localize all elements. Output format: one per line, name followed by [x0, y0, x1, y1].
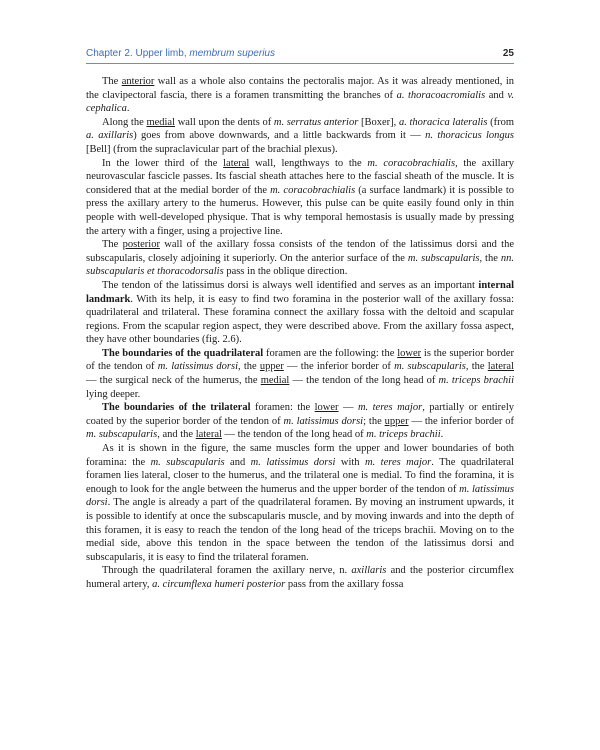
- latin-term: m. subscapularis: [394, 361, 466, 373]
- text-run: , and the: [157, 429, 196, 441]
- latin-term: a. circumflexa humeri posterior: [152, 578, 286, 590]
- text-run: — the tendon of the long head of: [221, 429, 367, 441]
- text-run: The tendon of the latissimus dorsi is always well identified and serves as an important: [102, 279, 479, 291]
- latin-term: m. serratus anterior: [273, 116, 359, 128]
- latin-term: nn. subscapularis et thoracodorsalis: [86, 252, 514, 278]
- latin-term: m. subscapularis: [150, 456, 225, 468]
- text-run: lying deeper.: [86, 388, 141, 400]
- text-run: and the posterior circumflex humeral artery,: [86, 565, 514, 590]
- underlined-term: posterior: [122, 239, 160, 251]
- text-run: —: [338, 402, 358, 414]
- latin-term: m. teres major: [357, 402, 423, 414]
- latin-term: m. subscapularis: [86, 429, 158, 441]
- text-run: (from: [487, 116, 514, 128]
- paragraph: [86, 401, 514, 442]
- chapter-title: [86, 47, 275, 61]
- underlined-term: lateral: [223, 157, 250, 169]
- latin-term: v. cephalica: [86, 89, 514, 115]
- paragraph: [86, 238, 514, 279]
- text-run: is the superior border of the tendon of: [86, 347, 514, 373]
- underlined-term: lateral: [487, 361, 514, 373]
- text-run: foramen are the following: the: [263, 347, 398, 359]
- chapter-title-plain: Chapter 2. Upper limb,: [86, 48, 190, 59]
- text-run: foramen: the: [250, 402, 315, 414]
- latin-term: n. thoracicus longus: [425, 130, 514, 142]
- latin-term: a. thoracica lateralis: [398, 116, 488, 128]
- paragraph: [86, 564, 514, 591]
- underlined-term: upper: [259, 361, 284, 373]
- text-run: . The quadrilateral foramen lies lateral, closer to the humerus, and the trilateral one is medial. To find the foramina, it is enough to look for the angle between the humerus and the upper border of the tendon of: [86, 456, 514, 495]
- text-run: wall of the axillary fossa consists of the tendon of the latissimus dorsi and the subscapularis, closely adjoining it superiorly. On the anterior surface of the: [86, 239, 514, 264]
- text-run: and: [224, 456, 251, 468]
- text-run: , the axillary neurovascular fascicle passes. Its fascial sheath attaches here to the fascial sheath of the muscle. It is considered that at the medial border of the: [86, 157, 514, 196]
- text-run: pass in the oblique direction.: [223, 266, 348, 278]
- underlined-term: lateral: [195, 429, 222, 441]
- chapter-title-italic: membrum superius: [189, 48, 275, 59]
- latin-term: m. coracobrachialis: [367, 157, 456, 169]
- text-run: As it is shown in the figure, the same muscles form the upper and lower boundaries of both foramina: the: [86, 443, 514, 468]
- latin-term: m. latissimus dorsi: [86, 483, 514, 509]
- latin-term: a. thoracoacromialis: [396, 89, 486, 101]
- text-run: The: [102, 239, 123, 251]
- latin-term: m. teres major: [365, 456, 432, 468]
- text-run: ; the: [363, 415, 385, 427]
- latin-term: a. axillaris: [86, 130, 134, 142]
- text-run: wall upon the dents of: [175, 116, 274, 128]
- text-run: — the inferior border of: [283, 361, 395, 373]
- text-run: In the lower third of the: [102, 157, 224, 169]
- text-run: The: [102, 76, 122, 87]
- text-run: wall, lengthways to the: [249, 157, 368, 169]
- text-run: pass from the axillary fossa: [285, 578, 404, 590]
- text-run: Through the quadrilateral foramen the axillary nerve, n.: [102, 565, 352, 577]
- underlined-term: lower: [397, 347, 422, 359]
- body-text: [86, 75, 514, 592]
- underlined-term: anterior: [121, 76, 155, 87]
- latin-term: axillaris: [351, 565, 387, 577]
- latin-term: m. latissimus dorsi: [157, 361, 239, 373]
- latin-term: m. triceps brachii: [438, 375, 514, 387]
- page-number: 25: [502, 48, 514, 59]
- latin-term: m. coracobrachialis: [270, 184, 356, 196]
- latin-term: m. triceps brachii: [366, 429, 441, 441]
- text-run: , the: [238, 361, 260, 373]
- underlined-term: medial: [146, 116, 176, 128]
- paragraph: [86, 279, 514, 347]
- bold-term: The boundaries of the quadrilateral: [102, 347, 264, 359]
- text-run: . With its help, it is easy to find two foramina in the posterior wall of the axillary fossa: quadrilateral and trilateral. These foramina connect the axillary fossa with the deltoid and scapular regions. From the scapular region aspect, they were described above. From the axillary fossa aspect, they have other boundaries (fig. 2.6).: [86, 293, 514, 346]
- paragraph: [86, 75, 514, 116]
- running-header: [86, 47, 514, 64]
- text-run: and: [485, 89, 508, 101]
- text-run: Along the: [102, 116, 147, 128]
- latin-term: m. latissimus dorsi: [250, 456, 336, 468]
- text-run: — the surgical neck of the humerus, the: [86, 375, 261, 387]
- text-run: .: [440, 429, 444, 441]
- text-run: (a surface landmark) it is possible to press the axillary artery to the humerus. However, this pulse can be quite easily found only in thin people with well-developed physique. That is why temporal hemostasis is usually made by pressing the artery with a finger, using a projective line.: [86, 184, 514, 237]
- text-run: — the inferior border of: [408, 415, 515, 427]
- underlined-term: medial: [260, 375, 290, 387]
- text-run: , partially or entirely coated by the superior border of the tendon of: [86, 402, 514, 427]
- text-run: .: [126, 103, 130, 115]
- text-run: wall as a whole also contains the pectoralis major. As it was already mentioned, in the clavipectoral fascia, there is a foramen transmitting the branches of: [86, 76, 514, 101]
- text-run: [Boxer],: [358, 116, 399, 128]
- text-run: , the: [465, 361, 488, 373]
- paragraph: [86, 442, 514, 564]
- underlined-term: lower: [314, 402, 339, 414]
- text-run: with: [335, 456, 365, 468]
- text-run: — the tendon of the long head of: [289, 375, 439, 387]
- underlined-term: upper: [384, 415, 409, 427]
- text-run: ) goes from above downwards, and a little backwards from it —: [133, 130, 426, 142]
- paragraph: [86, 116, 514, 157]
- paragraph: [86, 157, 514, 239]
- latin-term: m. latissimus dorsi: [283, 415, 364, 427]
- bold-term: internal landmark: [86, 279, 514, 305]
- latin-term: m. subscapularis: [407, 252, 480, 264]
- paragraph: [86, 347, 514, 401]
- text-run: . The angle is already a part of the quadrilateral foramen. By moving an instrument upwards, it is possible to identify at once the subscapularis muscle, and by moving inwards and into the depth of this foramen, it is easy to reach the tendon of the long head of the triceps brachii. Moving on to the medial side, above this tendon in the space between the tendon of the latissimus dorsi and subscapularis, it is easy to find the trilateral foramen.: [86, 497, 514, 563]
- text-run: [Bell] (from the supraclavicular part of the brachial plexus).: [86, 143, 338, 155]
- text-run: , the: [479, 252, 501, 264]
- bold-term: The boundaries of the trilateral: [102, 402, 251, 414]
